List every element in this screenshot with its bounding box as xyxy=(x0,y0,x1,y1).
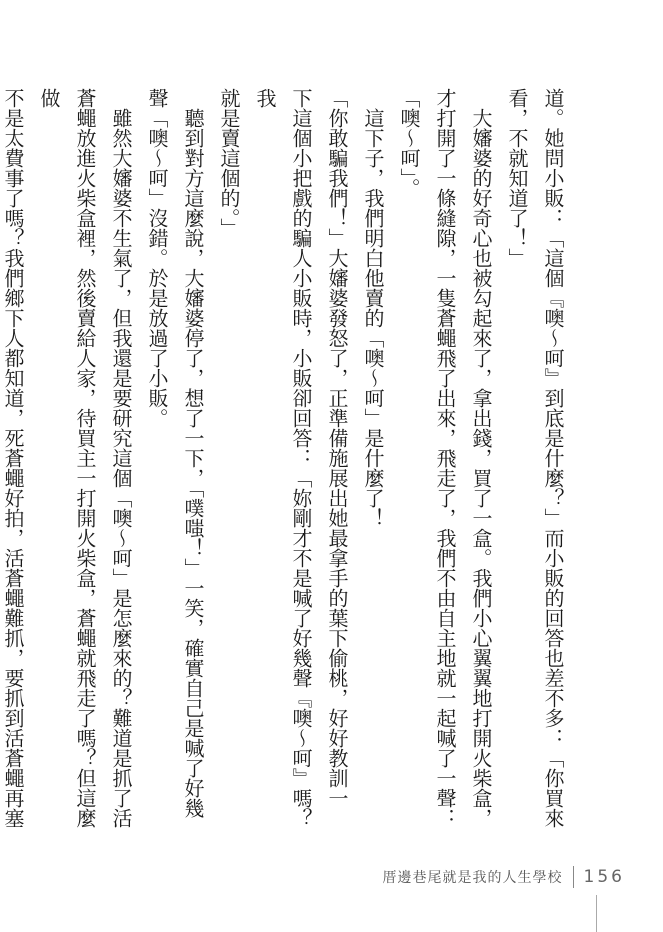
page-number: 156 xyxy=(583,867,625,887)
text-column: 看，不就知道了！」 xyxy=(505,88,529,268)
text-column: 蒼蠅放進火柴盒裡，然後賣給人家，待買主一打開火柴盒，蒼蠅就飛走了嗎？但這麼做 xyxy=(37,88,97,828)
text-column: 道。她問小販：「這個『噢～呵』到底是什麼？」而小販的回答也差不多：「你買來 xyxy=(541,88,565,828)
text-column: 聲「噢～呵」沒錯。於是放過了小販。 xyxy=(145,88,169,428)
text-column: 就是賣這個的。」 xyxy=(217,88,241,238)
text-column: 這下子，我們明白他賣的「噢～呵」是什麼了！ xyxy=(361,108,385,528)
book-title: 厝邊巷尾就是我的人生學校 xyxy=(382,870,563,886)
page-footer xyxy=(383,866,625,888)
footer-divider xyxy=(573,866,574,888)
text-column: 「你敢騙我們！」大嬸婆發怒了，正準備施展出她最拿手的葉下偷桃，好好教訓一 xyxy=(325,88,349,808)
text-column: 雖然大嬸婆不生氣了，但我還是要研究這個「噢～呵」是怎麼來的？難道是抓了活 xyxy=(109,108,133,828)
spine-line xyxy=(596,895,597,932)
text-column: 「噢～呵」。 xyxy=(397,88,421,198)
text-column: 才打開了一條縫隙，一隻蒼蠅飛了出來，飛走了，我們不由自主地就一起喊了一聲： xyxy=(433,88,457,828)
text-column: 下這個小把戲的騙人小販時，小販卻回答：「妳剛才不是喊了好幾聲『噢～呵』嗎？我 xyxy=(253,88,313,828)
text-column: 不是太費事了嗎？我們鄉下人都知道，死蒼蠅好拍，活蒼蠅難抓，要抓到活蒼蠅再塞 xyxy=(1,88,25,828)
body-text xyxy=(0,88,571,828)
text-column: 聽到對方這麼說，大嬸婆停了，想了一下，「噗嗤！」一笑，確實自己是喊了好幾 xyxy=(181,108,205,818)
text-column: 大嬸婆的好奇心也被勾起來了，拿出錢，買了一盒。我們小心翼翼地打開火柴盒， xyxy=(469,108,493,828)
